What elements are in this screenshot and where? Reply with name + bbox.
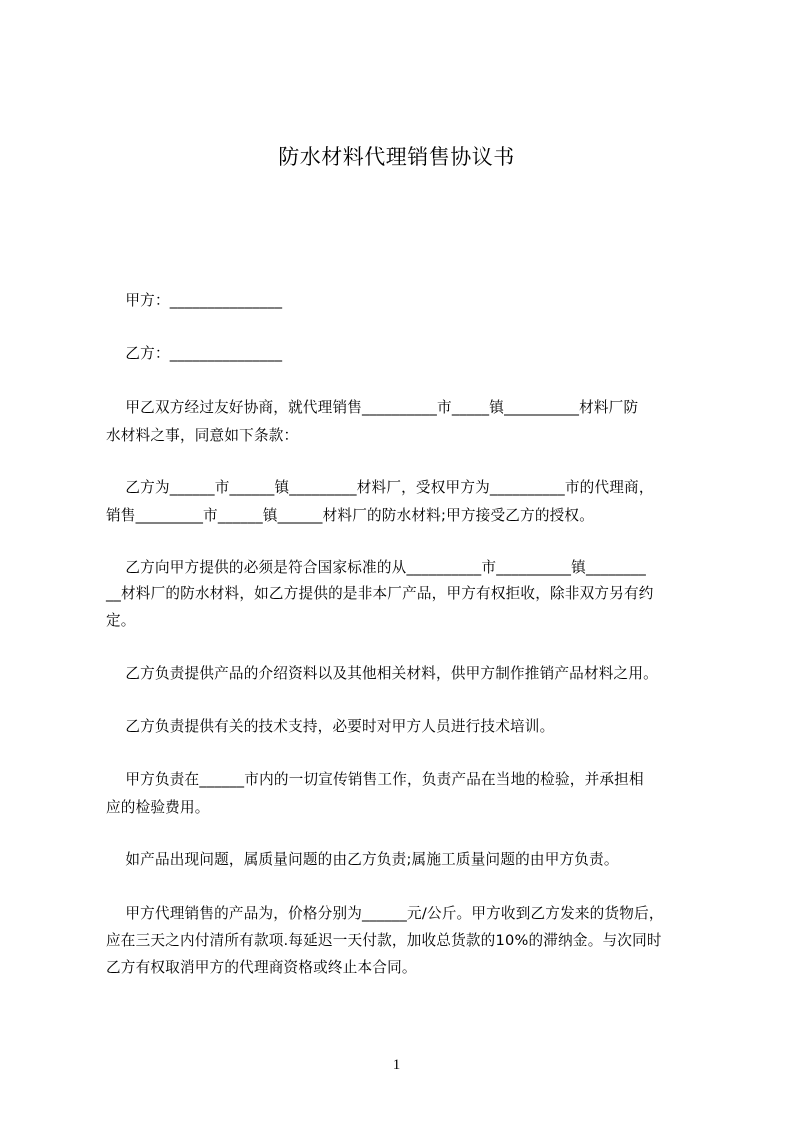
paragraph-1-line-1: 甲乙双方经过友好协商，就代理销售__________市_____镇__________材料厂防 xyxy=(106,399,639,416)
paragraph-3-line-3: 定。 xyxy=(106,612,136,629)
page-number: 1 xyxy=(392,1057,401,1073)
paragraph-8-line-3: 乙方有权取消甲方的代理商资格或终止本合同。 xyxy=(106,959,417,976)
paragraph-5-line-1: 乙方负责提供有关的技术支持，必要时对甲方人员进行技术培训。 xyxy=(106,718,555,735)
paragraph-3-line-2: __材料厂的防水材料，如乙方提供的是非本厂产品，甲方有权拒收，除非双方另有约 xyxy=(106,585,654,602)
paragraph-2-line-1: 乙方为______市______镇_________材料厂，受权甲方为__________市的代理商， xyxy=(106,479,654,496)
party-b-line: 乙方：_______________ xyxy=(106,345,283,362)
paragraph-8-line-1: 甲方代理销售的产品为，价格分别为______元/公斤。甲方收到乙方发来的货物后， xyxy=(106,905,664,922)
document-title: 防水材料代理销售协议书 xyxy=(278,145,515,169)
paragraph-7-line-1: 如产品出现问题，属质量问题的由乙方负责;属施工质量问题的由甲方负责。 xyxy=(106,851,619,868)
paragraph-4-line-1: 乙方负责提供产品的介绍资料以及其他相关材料，供甲方制作推销产品材料之用。 xyxy=(106,665,658,682)
paragraph-2-line-2: 销售_________市______镇______材料厂的防水材料;甲方接受乙方的授权。 xyxy=(106,507,595,524)
party-a-line: 甲方：_______________ xyxy=(106,292,283,309)
paragraph-6-line-2: 应的检验费用。 xyxy=(106,799,210,816)
paragraph-8-line-2: 应在三天之内付清所有款项.每延迟一天付款，加收总货款的10%的滞纳金。与次同时 xyxy=(106,932,662,949)
paragraph-3-line-1: 乙方向甲方提供的必须是符合国家标准的从__________市__________镇________ xyxy=(106,559,646,576)
paragraph-6-line-1: 甲方负责在______市内的一切宣传销售工作，负责产品在当地的检验，并承担相 xyxy=(106,771,644,788)
paragraph-1-line-2: 水材料之事，同意如下条款： xyxy=(106,427,299,444)
